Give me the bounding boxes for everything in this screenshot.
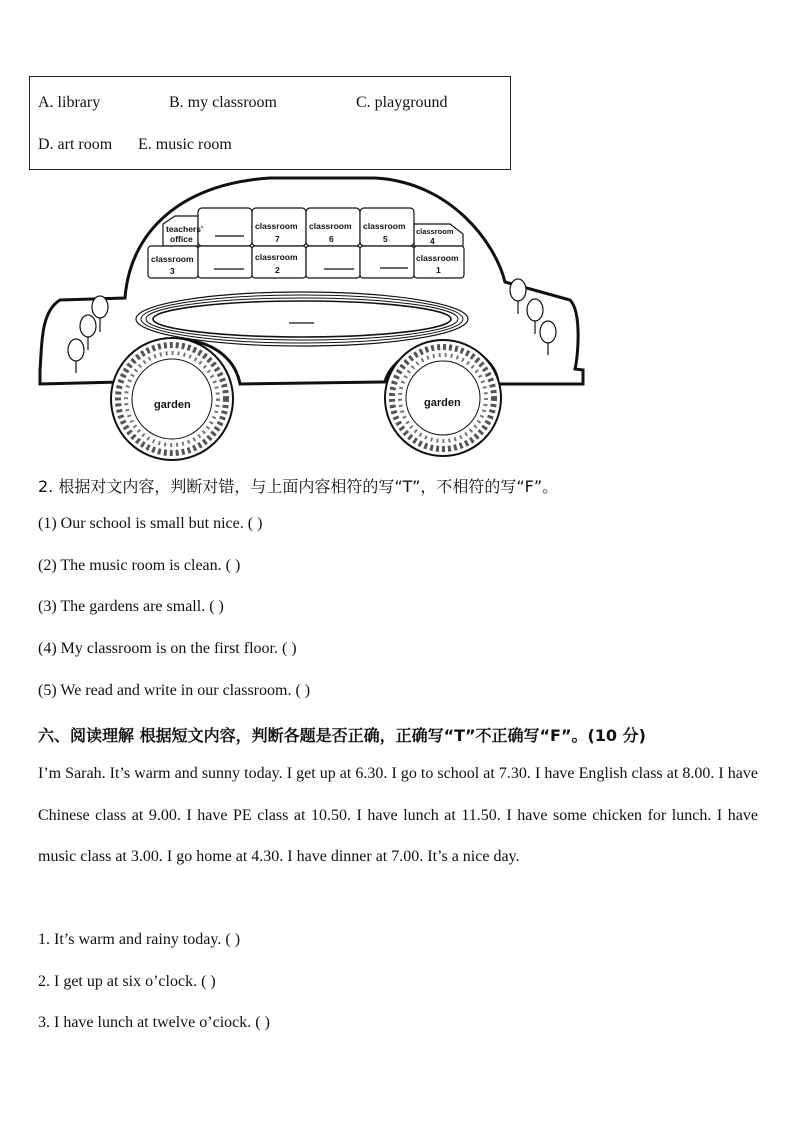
label-classroom-3: classroom bbox=[151, 254, 194, 264]
label-num-7: 7 bbox=[275, 234, 280, 244]
label-classroom-1: classroom bbox=[416, 253, 459, 263]
label-classroom-5: classroom bbox=[363, 221, 406, 231]
section6-passage: I’m Sarah. It’s warm and sunny today. I get up at 6.30. I go to school at 7.30. I have English class at 8.00. I have Chinese class at 9.00. I have PE class at 10.50. I have lunch at 11.50. I have some chicken for lunch. I have music class at 3.00. I go home at 4.30. I have dinner at 7.00. It’s a nice day. bbox=[38, 765, 758, 865]
q2-item-1: (1) Our school is small but nice. ( ) bbox=[38, 515, 263, 532]
label-num-2: 2 bbox=[275, 265, 280, 275]
q2-item-4: (4) My classroom is on the first floor. ( ) bbox=[38, 640, 297, 657]
option-e: E. music room bbox=[138, 136, 232, 153]
s6-item-3: 3. I have lunch at twelve o’ciock. ( ) bbox=[38, 1014, 270, 1031]
q2-instruction: 2. 根据对文内容，判断对错，与上面内容相符的写“T”，不相符的写“F”。 bbox=[38, 477, 559, 496]
room-blank-top-left bbox=[198, 208, 252, 246]
label-classroom-6: classroom bbox=[309, 221, 352, 231]
option-c: C. playground bbox=[356, 94, 448, 111]
q2-item-2: (2) The music room is clean. ( ) bbox=[38, 557, 241, 574]
option-d: D. art room bbox=[38, 136, 113, 153]
label-num-3: 3 bbox=[170, 266, 175, 276]
label-classroom-7: classroom bbox=[255, 221, 298, 231]
label-office: office bbox=[170, 234, 193, 244]
section6-heading: 六、阅读理解 根据短文内容，判断各题是否正确，正确写“T”不正确写“F”。(10 分) bbox=[38, 726, 646, 745]
room-blank-bottom-mid bbox=[306, 246, 360, 278]
options-box bbox=[29, 76, 511, 170]
label-num-6: 6 bbox=[329, 234, 334, 244]
label-num-4: 4 bbox=[430, 236, 435, 246]
label-num-5: 5 bbox=[383, 234, 388, 244]
option-b: B. my classroom bbox=[169, 94, 277, 111]
room-blank-bottom-left bbox=[198, 246, 252, 278]
option-a: A. library bbox=[38, 94, 101, 111]
q2-item-3: (3) The gardens are small. ( ) bbox=[38, 598, 224, 615]
q2-item-5: (5) We read and write in our classroom. ( ) bbox=[38, 682, 311, 699]
s6-item-2: 2. I get up at six o’clock. ( ) bbox=[38, 973, 216, 990]
label-classroom-4: classroom bbox=[416, 227, 454, 236]
s6-item-1: 1. It’s warm and rainy today. ( ) bbox=[38, 931, 241, 948]
label-num-1: 1 bbox=[436, 265, 441, 275]
room-blank-bottom-right bbox=[360, 246, 414, 278]
garden-left-label: garden bbox=[154, 399, 191, 411]
school-map-illustration bbox=[30, 172, 590, 462]
garden-right-label: garden bbox=[424, 397, 461, 409]
label-teachers: teachers' bbox=[166, 224, 203, 234]
label-classroom-2: classroom bbox=[255, 252, 298, 262]
